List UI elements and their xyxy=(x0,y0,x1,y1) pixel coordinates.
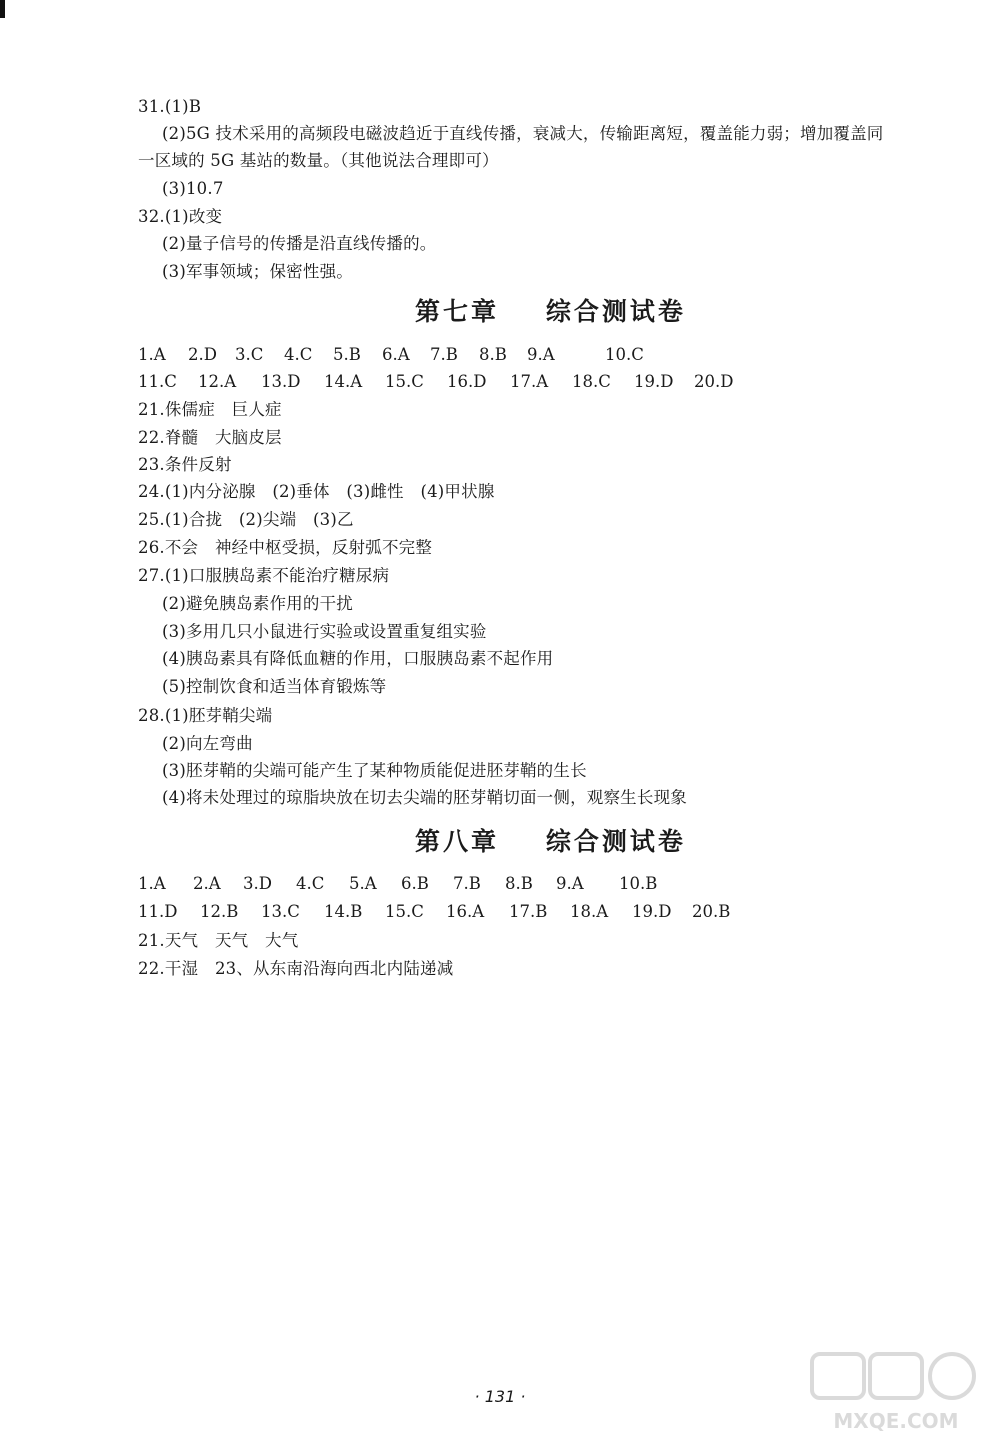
answer-28-1: 28.(1)胚芽鞘尖端 xyxy=(138,706,273,725)
mc-answer: 3.D xyxy=(243,874,272,893)
watermark-logo-icon xyxy=(806,1350,986,1436)
answer-22: 22.脊髓 大脑皮层 xyxy=(138,428,282,447)
mc-answer: 12.B xyxy=(200,902,239,921)
answer-32-1: 32.(1)改变 xyxy=(138,207,223,226)
mc-answer: 18.C xyxy=(572,372,611,391)
mc-answer: 13.D xyxy=(261,372,301,391)
mc-answer: 1.A xyxy=(138,874,166,893)
mc-answer: 4.C xyxy=(296,874,325,893)
mc-answer: 12.A xyxy=(198,372,237,391)
answer-31-2: (2)5G 技术采用的高频段电磁波趋近于直线传播，衰减大，传输距离短，覆盖能力弱；增加覆盖同 xyxy=(162,124,884,143)
answer-22-23: 22.干湿 23、从东南沿海向西北内陆递减 xyxy=(138,959,454,978)
mc-answer: 16.A xyxy=(446,902,485,921)
answer-21: 21.天气 天气 大气 xyxy=(138,931,299,950)
mc-answer: 19.D xyxy=(632,902,672,921)
answer-27-1: 27.(1)口服胰岛素不能治疗糖尿病 xyxy=(138,566,390,585)
mc-answer: 8.B xyxy=(479,345,507,364)
mc-answer: 10.B xyxy=(619,874,658,893)
answer-28-4: (4)将未处理过的琼脂块放在切去尖端的胚芽鞘切面一侧，观察生长现象 xyxy=(162,788,687,807)
answer-32-2: (2)量子信号的传播是沿直线传播的。 xyxy=(162,234,437,253)
chapter7-mc-row-1 xyxy=(138,344,838,366)
mc-answer: 16.D xyxy=(447,372,487,391)
mc-answer: 5.A xyxy=(349,874,377,893)
answer-24: 24.(1)内分泌腺 (2)垂体 (3)雌性 (4)甲状腺 xyxy=(138,482,495,501)
answer-26: 26.不会 神经中枢受损，反射弧不完整 xyxy=(138,538,433,557)
mc-answer: 8.B xyxy=(505,874,533,893)
mc-answer: 15.C xyxy=(385,902,424,921)
mc-answer: 14.A xyxy=(324,372,363,391)
page-number: · 131 · xyxy=(474,1387,526,1406)
chapter8-mc-row-1 xyxy=(138,873,838,895)
answer-25: 25.(1)合拢 (2)尖端 (3)乙 xyxy=(138,510,354,529)
answer-31-3: (3)10.7 xyxy=(162,179,224,198)
answer-32-3: (3)军事领域；保密性强。 xyxy=(162,262,353,281)
mc-answer: 18.A xyxy=(570,902,609,921)
mc-answer: 1.A xyxy=(138,345,166,364)
mc-answer: 10.C xyxy=(605,345,644,364)
mc-answer: 19.D xyxy=(634,372,674,391)
mc-answer: 5.B xyxy=(333,345,361,364)
answer-27-3: (3)多用几只小鼠进行实验或设置重复组实验 xyxy=(162,622,487,641)
mc-answer: 11.D xyxy=(138,902,178,921)
answer-27-4: (4)胰岛素具有降低血糖的作用，口服胰岛素不起作用 xyxy=(162,649,554,668)
chapter7-mc-row-2 xyxy=(138,371,838,393)
answer-27-5: (5)控制饮食和适当体育锻炼等 xyxy=(162,677,387,696)
mc-answer: 9.A xyxy=(527,345,555,364)
mc-answer: 7.B xyxy=(430,345,458,364)
answer-21: 21.侏儒症 巨人症 xyxy=(138,400,282,419)
mc-answer: 6.B xyxy=(401,874,429,893)
watermark-text: MXQE.COM xyxy=(833,1409,959,1433)
mc-answer: 4.C xyxy=(284,345,313,364)
mc-answer: 7.B xyxy=(453,874,481,893)
answer-31-2-cont: 一区域的 5G 基站的数量。（其他说法合理即可） xyxy=(138,151,499,170)
mc-answer: 20.B xyxy=(692,902,731,921)
mc-answer: 20.D xyxy=(694,372,734,391)
answer-23: 23.条件反射 xyxy=(138,455,232,474)
watermark-logo xyxy=(806,1350,986,1436)
mc-answer: 17.B xyxy=(509,902,548,921)
mc-answer: 2.D xyxy=(188,345,217,364)
mc-answer: 13.C xyxy=(261,902,300,921)
mc-answer: 14.B xyxy=(324,902,363,921)
chapter7-title: 第七章 综合测试卷 xyxy=(415,297,686,326)
answer-28-2: (2)向左弯曲 xyxy=(162,734,253,753)
mc-answer: 2.A xyxy=(193,874,221,893)
answer-27-2: (2)避免胰岛素作用的干扰 xyxy=(162,594,353,613)
chapter8-title: 第八章 综合测试卷 xyxy=(415,827,686,856)
mc-answer: 15.C xyxy=(385,372,424,391)
answer-31-1: 31.(1)B xyxy=(138,97,202,116)
chapter8-mc-row-2 xyxy=(138,901,838,923)
mc-answer: 17.A xyxy=(510,372,549,391)
mc-answer: 3.C xyxy=(235,345,264,364)
mc-answer: 6.A xyxy=(382,345,410,364)
mc-answer: 11.C xyxy=(138,372,177,391)
mc-answer: 9.A xyxy=(556,874,584,893)
scan-corner-mark xyxy=(0,0,5,18)
answer-28-3: (3)胚芽鞘的尖端可能产生了某种物质能促进胚芽鞘的生长 xyxy=(162,761,587,780)
